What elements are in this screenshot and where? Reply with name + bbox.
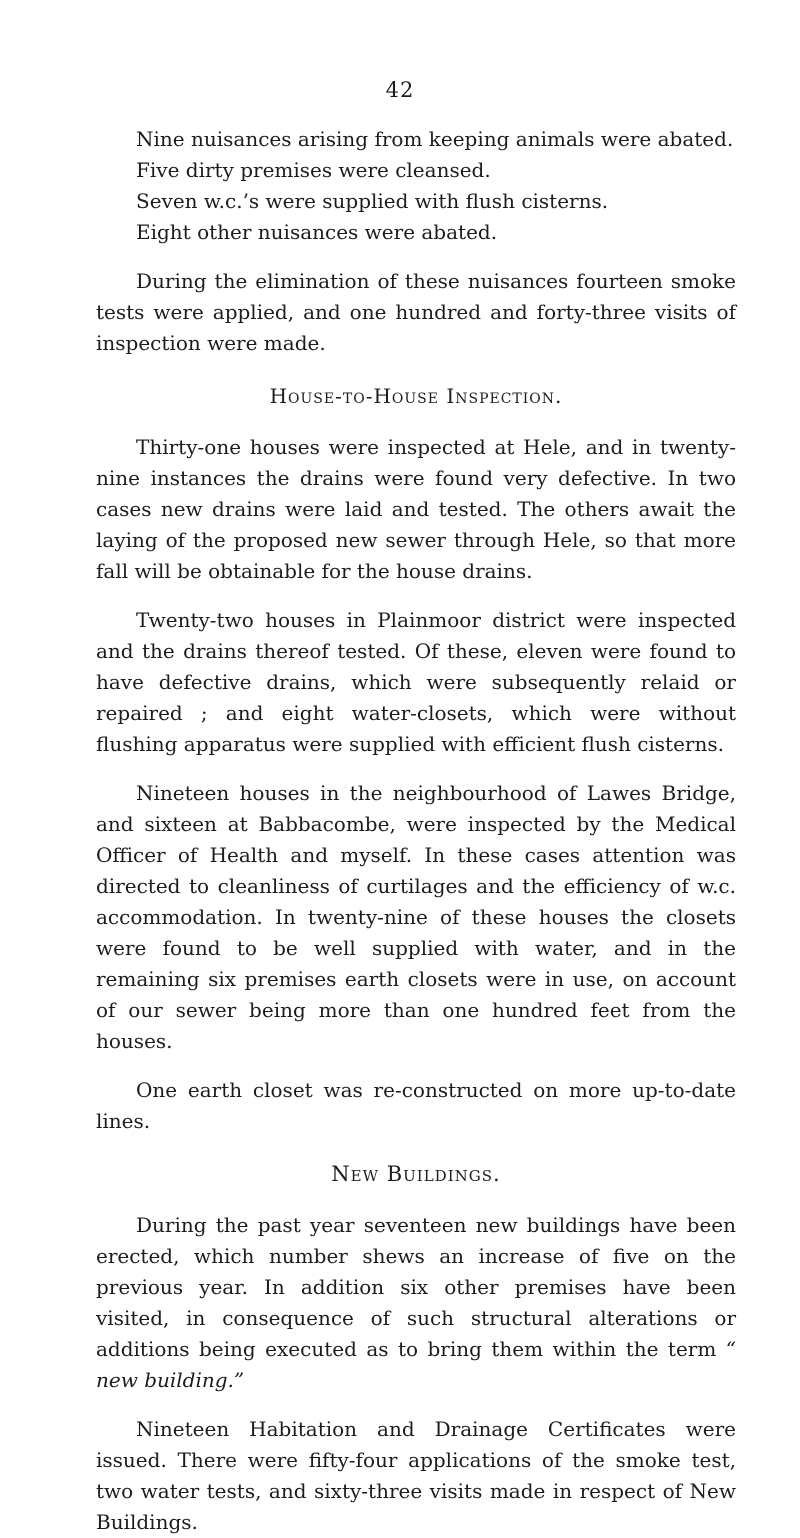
paragraph: One earth closet was re-constructed on more up-to-date lines.: [96, 1078, 736, 1133]
quoted-term: “ new building.”: [96, 1337, 736, 1392]
section-heading-new-buildings: New Buildings.: [331, 1162, 501, 1186]
intro-paragraph: During the elimination of these nuisances fourteen smoke tests were applied, and one hundred and forty-three visits of inspection were made.: [96, 269, 736, 355]
page-body: [96, 124, 736, 1538]
paragraph: Nineteen Habitation and Drainage Certificates were issued. There were fifty-four applications of the smoke test, two water tests, and sixty-three visits made in respect of New Buildings.: [96, 1417, 736, 1534]
list-item: Eight other nuisances were abated.: [136, 220, 498, 244]
paragraph: Thirty-one houses were inspected at Hele, and in twenty-nine instances the drains were found very defective. In two cases new drains were laid and tested. The others await the laying of the proposed new sewer through Hele, so that more fall will be obtainable for the house drains.: [96, 435, 736, 583]
list-item: Five dirty premises were cleansed.: [136, 158, 491, 182]
abatement-list: [96, 124, 736, 248]
list-item: Seven w.c.’s were supplied with flush cisterns.: [136, 189, 609, 213]
list-item: Nine nuisances arising from keeping animals were abated.: [136, 127, 734, 151]
paragraph: [96, 1210, 736, 1396]
paragraph-text: During the past year seventeen new buildings have been erected, which number shews an increase of five on the previous year. In addition six other premises have been visited, in consequence of such structural alterations or additions being executed as to bring them within the term: [96, 1213, 736, 1361]
section-heading-house-inspection: House-to-House Inspection.: [269, 384, 563, 408]
paragraph: Twenty-two houses in Plainmoor district were inspected and the drains thereof tested. Of these, eleven were found to have defective drains, which were subsequently relaid or repaired ; and eight water-closets, which were without flushing apparatus were supplied with efficient flush cisterns.: [96, 608, 736, 756]
paragraph: Nineteen houses in the neighbourhood of Lawes Bridge, and sixteen at Babbacombe, were inspected by the Medical Officer of Health and myself. In these cases attention was directed to cleanliness of curtilages and the efficiency of w.c. accommodation. In twenty-nine of these houses the closets were found to be well supplied with water, and in the remaining six premises earth closets were in use, on account of our sewer being more than one hundred feet from the houses.: [96, 781, 736, 1053]
page-number: 42: [385, 78, 415, 102]
